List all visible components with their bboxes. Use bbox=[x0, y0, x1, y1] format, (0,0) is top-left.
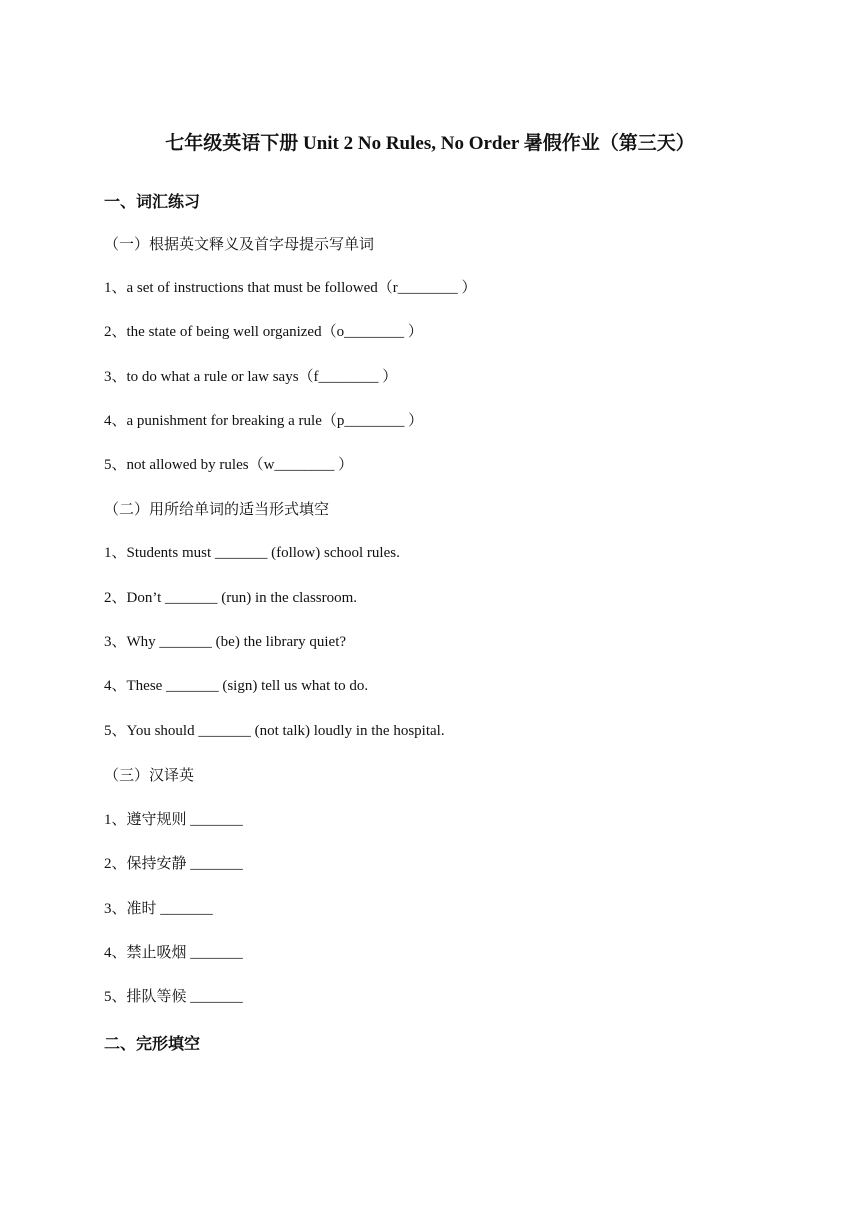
question-text: a set of instructions that must be followed（r________ ） bbox=[126, 280, 477, 296]
question-text: Why _______ (be) the library quiet? bbox=[126, 634, 347, 651]
question-text: a punishment for breaking a rule（p________ ） bbox=[126, 412, 424, 429]
question-text: the state of being well organized（o________ ） bbox=[126, 324, 423, 341]
question-text: You should _______ (not talk) loudly in the hospital. bbox=[126, 722, 445, 739]
answer-blank: _______ bbox=[186, 856, 243, 873]
question-number: 3、 bbox=[104, 634, 127, 651]
answer-blank: _______ bbox=[186, 989, 243, 1006]
question-text: 排队等候 bbox=[126, 987, 187, 1006]
question-number: 2、 bbox=[104, 589, 127, 606]
subsection-heading-word-forms: （二）用所给单词的适当形式填空 bbox=[104, 500, 330, 519]
question-number: 5、 bbox=[104, 989, 127, 1006]
subsection-heading-translation: （三）汉译英 bbox=[104, 765, 195, 784]
question-item bbox=[104, 803, 764, 835]
question-text: 准时 bbox=[126, 898, 157, 917]
subsection-heading-definitions: （一）根据英文释义及首字母提示写单词 bbox=[104, 235, 375, 253]
question-number: 1、 bbox=[104, 280, 127, 296]
question-number: 4、 bbox=[104, 678, 127, 695]
question-text: 遵守规则 bbox=[126, 809, 187, 828]
question-number: 1、 bbox=[104, 811, 127, 828]
question-item bbox=[104, 980, 764, 1012]
question-text: Students must _______ (follow) school rules. bbox=[126, 545, 400, 562]
answer-blank: _______ bbox=[156, 900, 213, 917]
question-text: to do what a rule or law says（f________ ） bbox=[126, 368, 398, 385]
question-item bbox=[104, 892, 764, 924]
answer-blank: _______ bbox=[186, 944, 243, 961]
page-title: 七年级英语下册 Unit 2 No Rules, No Order 暑假作业（第三天） bbox=[165, 133, 695, 154]
question-number: 5、 bbox=[104, 457, 127, 474]
worksheet-body bbox=[104, 186, 764, 1070]
question-text: Don’t _______ (run) in the classroom. bbox=[126, 589, 358, 606]
question-item bbox=[104, 537, 764, 569]
question-number: 1、 bbox=[104, 545, 127, 562]
question-number: 5、 bbox=[104, 722, 127, 739]
question-item bbox=[104, 626, 764, 658]
section-heading-cloze: 二、完形填空 bbox=[104, 1034, 201, 1054]
question-text: not allowed by rules（w________ ） bbox=[126, 457, 354, 474]
question-number: 2、 bbox=[104, 324, 127, 341]
question-number: 2、 bbox=[104, 856, 127, 873]
question-item bbox=[104, 361, 764, 393]
answer-blank: _______ bbox=[186, 811, 243, 828]
question-number: 4、 bbox=[104, 412, 127, 429]
question-text: These _______ (sign) tell us what to do. bbox=[126, 678, 369, 695]
question-number: 4、 bbox=[104, 944, 127, 961]
question-item bbox=[104, 272, 764, 304]
question-item bbox=[104, 670, 764, 702]
question-item bbox=[104, 847, 764, 879]
question-item bbox=[104, 316, 764, 348]
question-item bbox=[104, 936, 764, 968]
question-number: 3、 bbox=[104, 900, 127, 917]
question-text: 保持安静 bbox=[126, 854, 187, 873]
question-item bbox=[104, 449, 764, 481]
question-item bbox=[104, 582, 764, 614]
question-number: 3、 bbox=[104, 368, 127, 385]
question-text: 禁止吸烟 bbox=[126, 942, 187, 961]
question-item bbox=[104, 405, 764, 437]
section-heading-vocabulary: 一、词汇练习 bbox=[104, 192, 201, 211]
question-item bbox=[104, 715, 764, 747]
